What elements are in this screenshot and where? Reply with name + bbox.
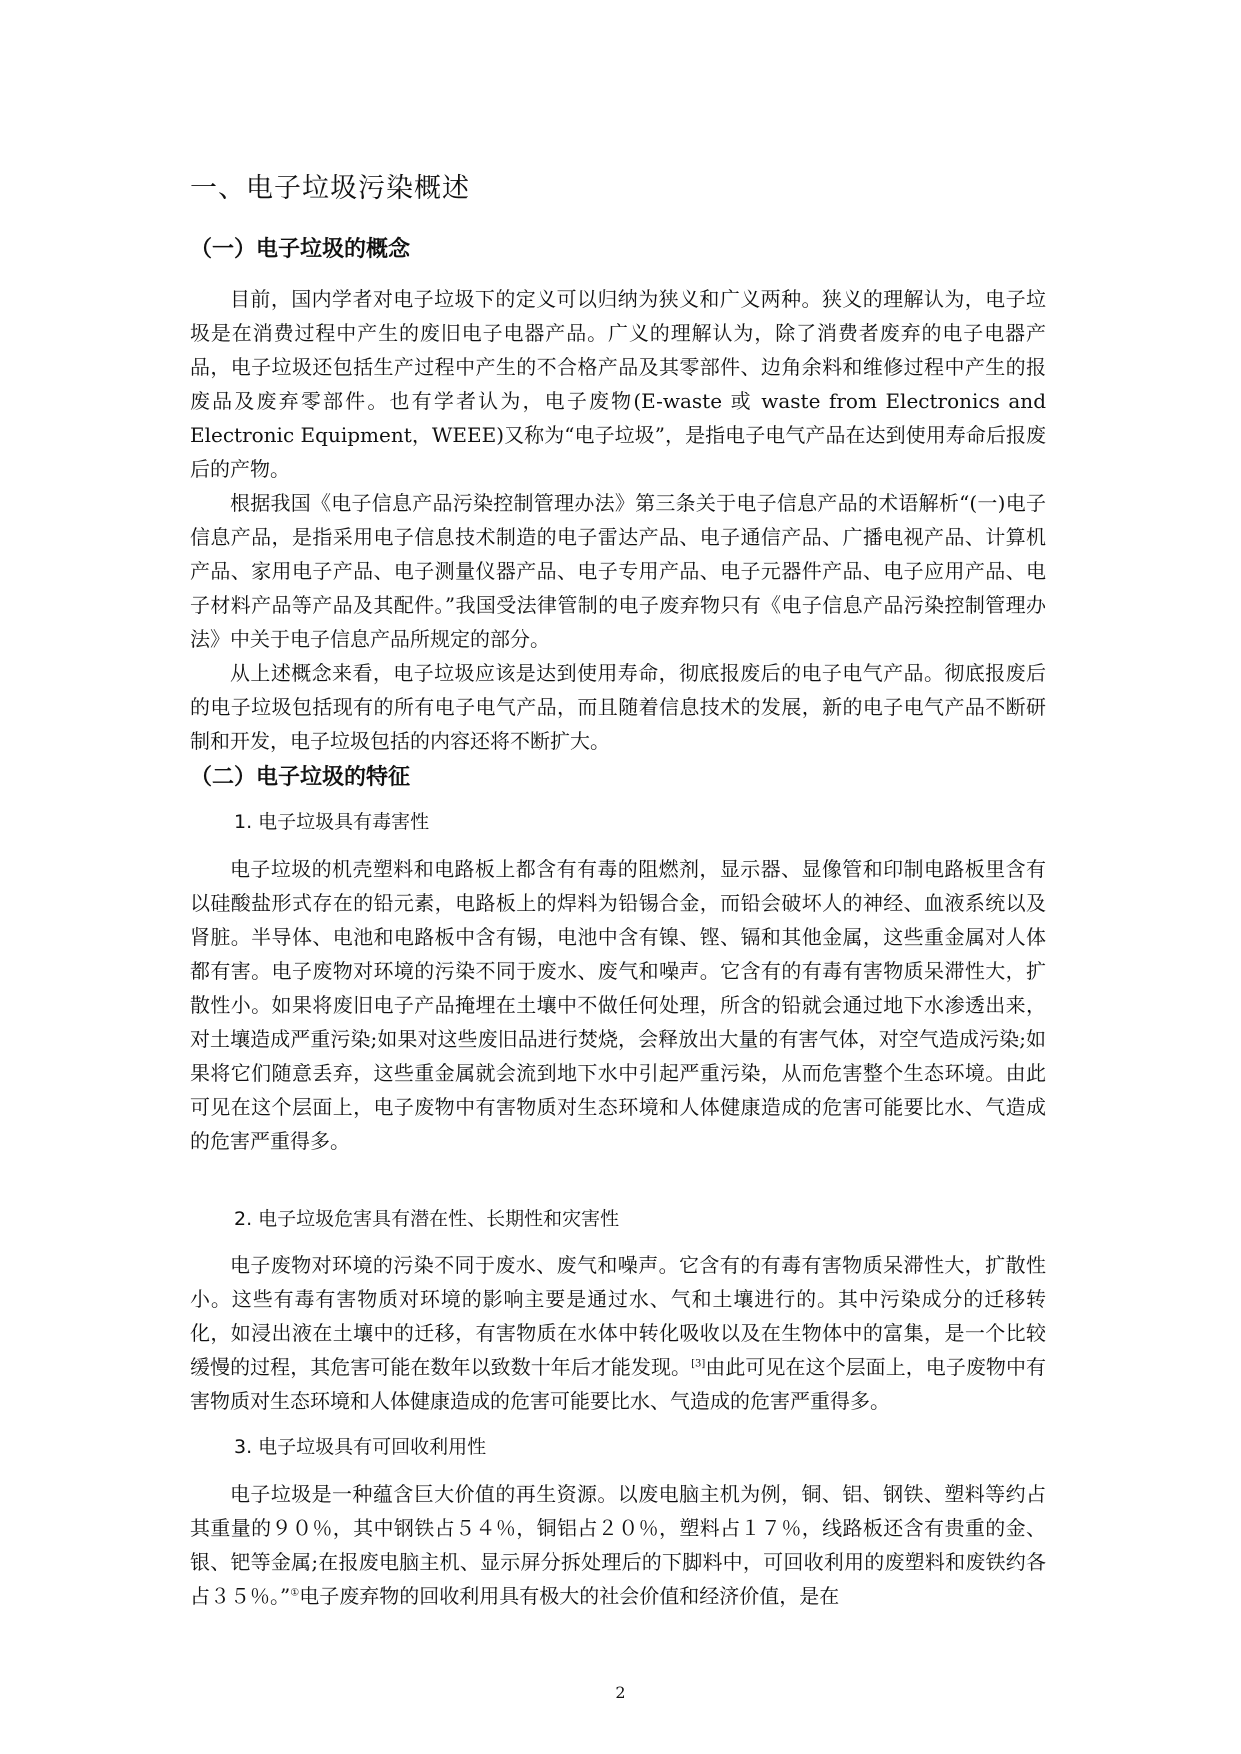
paragraph-recyclability-text-cont: 电子废弃物的回收利用具有极大的社会价值和经济价值，是在 bbox=[299, 1584, 840, 1608]
subheading-latency: 2. 电子垃圾危害具有潜在性、长期性和灾害性 bbox=[234, 1208, 620, 1230]
page-number: 2 bbox=[615, 1683, 626, 1702]
chapter-heading: 一、电子垃圾污染概述 bbox=[190, 173, 470, 204]
citation-ref: [3] bbox=[691, 1358, 706, 1370]
paragraph-toxicity: 电子垃圾的机壳塑料和电路板上都含有有毒的阻燃剂，显示器、显像管和印制电路板里含有以硅酸盐形式存在的铅元素，电路板上的焊料为铅锡合金，而铅会破坏人的神经、血液系统以及肾脏。半导体、电池和电路板中含有锡，电池中含有镍、铿、镉和其他金属，这些重金属对人体都有害。电子废物对环境的污染不同于废水、废气和噪声。它含有的有毒有害物质呆滞性大，扩散性小。如果将废旧电子产品掩埋在土壤中不做任何处理，所含的铅就会通过地下水渗透出来，对土壤造成严重污染;如果对这些废旧品进行焚烧，会释放出大量的有害气体，对空气造成污染;如果将它们随意丢弃，这些重金属就会流到地下水中引起严重污染，从而危害整个生态环境。由此可见在这个层面上，电子废物中有害物质对生态环境和人体健康造成的危害可能要比水、气造成的危害严重得多。 bbox=[190, 857, 1046, 1153]
section-heading-concept: （一）电子垃圾的概念 bbox=[190, 237, 411, 262]
paragraph-latency bbox=[190, 1248, 1046, 1418]
paragraph-definition: 目前，国内学者对电子垃圾下的定义可以归纳为狭义和广义两种。狭义的理解认为，电子垃圾是在消费过程中产生的废旧电子电器产品。广义的理解认为，除了消费者废弃的电子电器产品，电子垃圾还包括生产过程中产生的不合格产品及其零部件、边角余料和维修过程中产生的报废品及废弃零部件。也有学者认为，电子废物(E-waste 或 waste from Electronics and Electronic Equipment，WEEE)又称为“电子垃圾”，是指电子电气产品在达到使用寿命后报废后的产物。 bbox=[190, 287, 1046, 481]
subheading-recyclability: 3. 电子垃圾具有可回收利用性 bbox=[234, 1436, 487, 1458]
paragraph-latency-text-cont: 由此可见在这个层面上，电子废物中有害物质对生态环境和人体健康造成的危害可能要比水、气造成的危害严重得多。 bbox=[190, 1355, 1047, 1413]
subheading-toxicity: 1. 电子垃圾具有毒害性 bbox=[234, 811, 430, 833]
section-heading-features: （二）电子垃圾的特征 bbox=[190, 765, 411, 790]
paragraph-regulation: 根据我国《电子信息产品污染控制管理办法》第三条关于电子信息产品的术语解析“(一)电子信息产品，是指采用电子信息技术制造的电子雷达产品、电子通信产品、广播电视产品、计算机产品、家用电子产品、电子测量仪器产品、电子专用产品、电子元器件产品、电子应用产品、电子材料产品等产品及其配件。”我国受法律管制的电子废弃物只有《电子信息产品污染控制管理办法》中关于电子信息产品所规定的部分。 bbox=[190, 491, 1046, 651]
footnote-ref: ① bbox=[290, 1587, 300, 1599]
paragraph-scope: 从上述概念来看，电子垃圾应该是达到使用寿命，彻底报废后的电子电气产品。彻底报废后的电子垃圾包括现有的所有电子电气产品，而且随着信息技术的发展，新的电子电气产品不断研制和开发，电子垃圾包括的内容还将不断扩大。 bbox=[190, 661, 1046, 753]
paragraph-recyclability-text: 电子垃圾是一种蕴含巨大价值的再生资源。以废电脑主机为例，铜、铝、钢铁、塑料等约占其重量的９０％，其中钢铁占５４％，铜铝占２０％，塑料占１７％，线路板还含有贵重的金、银、钯等金属;在报废电脑主机、显示屏分拆处理后的下脚料中，可回收利用的废塑料和废铁约各占３５％。” bbox=[190, 1482, 1046, 1608]
paragraph-recyclability bbox=[190, 1477, 1046, 1613]
paragraph-latency-text: 电子废物对环境的污染不同于废水、废气和噪声。它含有的有毒有害物质呆滞性大，扩散性小。这些有毒有害物质对环境的影响主要是通过水、气和土壤进行的。其中污染成分的迁移转化，如浸出液在土壤中的迁移，有害物质在水体中转化吸收以及在生物体中的富集，是一个比较缓慢的过程，其危害可能在数年以致数十年后才能发现。 bbox=[190, 1253, 1046, 1379]
